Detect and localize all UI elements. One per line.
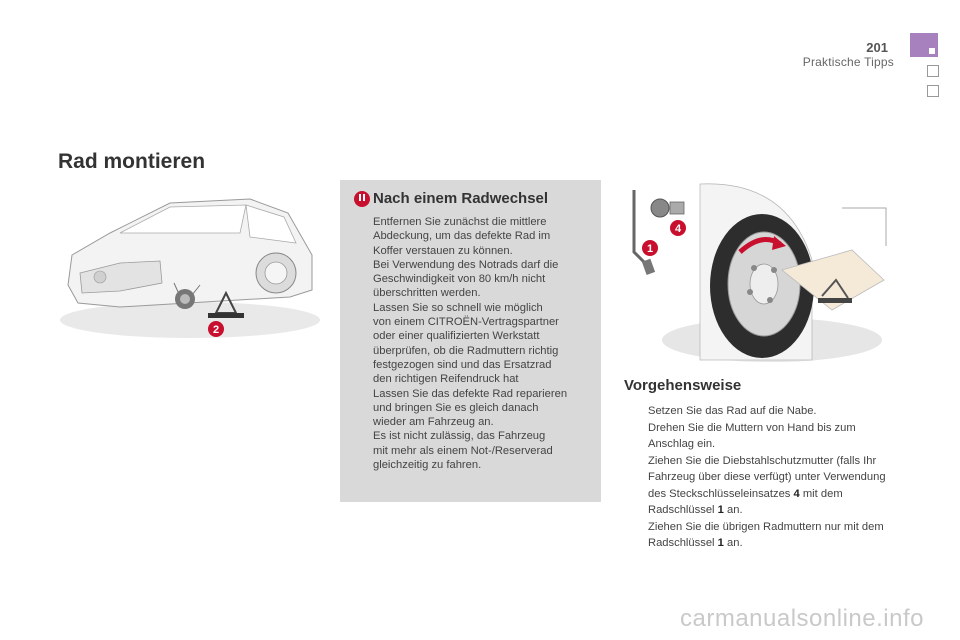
warning-box [340, 180, 601, 502]
car-jack-illustration [50, 185, 330, 345]
brake-disc-icon [175, 289, 195, 309]
chapter-tab[interactable] [927, 65, 939, 77]
warning-title: Nach einem Radwechsel [373, 190, 549, 207]
step-text: Ziehen Sie die übrigen Radmuttern nur mit dem Radschlüssel [648, 520, 884, 549]
socket-adapter-icon [651, 199, 684, 217]
list-item [624, 420, 900, 453]
chapter-tab[interactable] [927, 85, 939, 97]
page-title: Rad montieren [58, 150, 206, 173]
step-text: Setzen Sie das Rad auf die Nabe. [648, 405, 817, 417]
procedure-title: Vorgehensweise [624, 377, 742, 394]
warning-body: Entfernen Sie zunächst die mittlere Abdeckung, um das defekte Rad im Koffer verstauen zu können. Bei Verwendung des Notrads darf die Geschwindigkeit von 80 km/h nicht überschritten werden. Lassen Sie so schnell wie möglich von einem CITROËN-Vertragspartner oder einer qualifizierten Werkstatt überprüfen, ob die Radmuttern richtig festgezogen sind und das Ersatzrad den richtigen Reifendruck hat Lassen Sie das defekte Rad reparieren und bringen Sie es gleich danach wieder am Fahrzeug an. Es ist nicht zulässig, das Fahrzeug mit mehr als einem Not-/Reserverad gleichzeitig zu fahren. [373, 216, 568, 472]
step-text: an. [723, 537, 743, 549]
step-text: Drehen Sie die Muttern von Hand bis zum Anschlag ein. [648, 421, 856, 450]
callout-number: 2 [212, 324, 220, 336]
list-item [624, 403, 900, 420]
part-reference: 1 [717, 537, 724, 549]
list-item [624, 453, 900, 519]
chapter-tabs [927, 33, 939, 105]
wheel-wrench-icon [634, 190, 655, 275]
step-text: mit dem Radschlüssel [648, 487, 843, 516]
step-text: Ziehen Sie die Diebstahlschutzmutter (falls Ihr Fahrzeug über diese verfügt) unter Verwendung des Steckschlüsseleinsatzes [648, 454, 886, 500]
callout-number: 1 [646, 243, 654, 255]
step-text: an. [723, 504, 743, 516]
wheel-mounting-illustration [622, 180, 890, 362]
section-label: Praktische Tipps [802, 55, 894, 69]
procedure-steps [624, 403, 900, 552]
page-number: 201 [866, 40, 888, 55]
part-reference: 1 [717, 504, 724, 516]
part-reference: 4 [793, 487, 800, 500]
warning-icon [354, 191, 370, 207]
watermark: carmanualsonline.info [680, 605, 924, 632]
chapter-tab-active[interactable] [910, 33, 938, 57]
list-item [624, 519, 900, 552]
callout-number: 4 [674, 223, 682, 235]
